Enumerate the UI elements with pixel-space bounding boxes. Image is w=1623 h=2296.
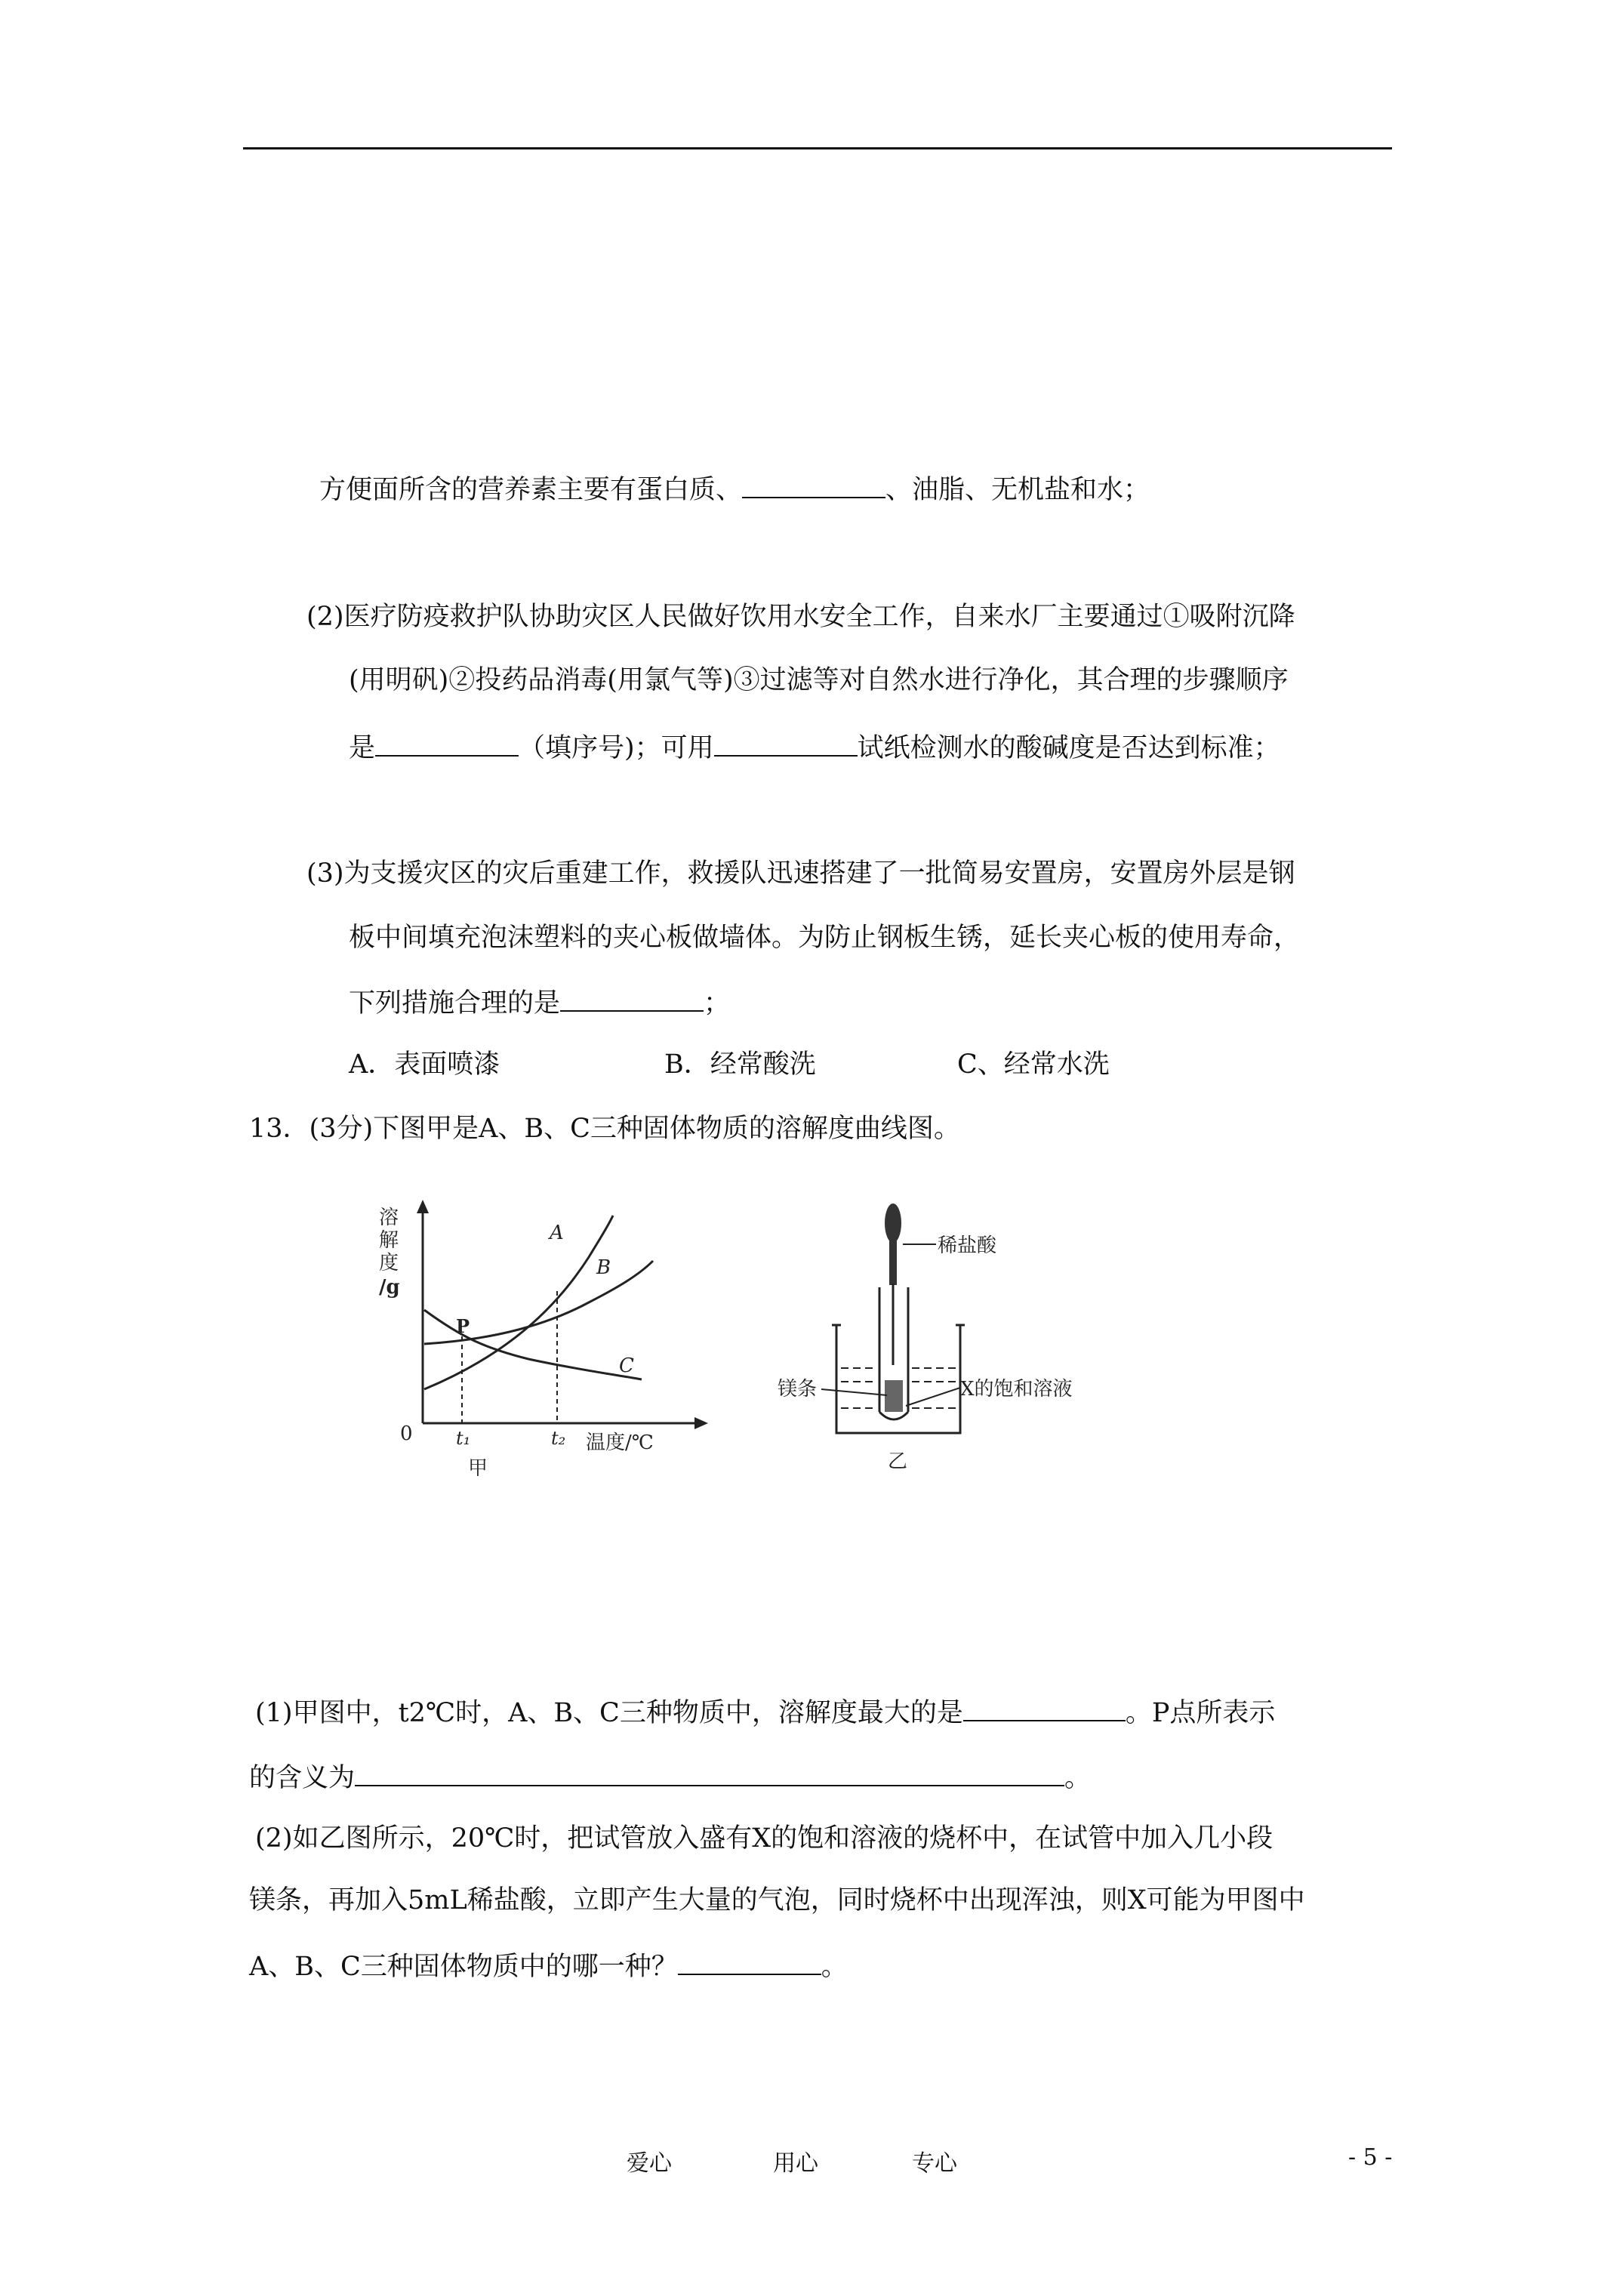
solution-label: X的饱和溶液 — [960, 1378, 1073, 1401]
option-b: B．经常酸洗 — [664, 1049, 816, 1080]
ylabel-4: /g — [379, 1276, 400, 1299]
q13-stem: 13．(3分)下图甲是A、B、C三种固体物质的溶解度曲线图。 — [249, 1114, 960, 1144]
curve-a-label: A — [550, 1222, 564, 1244]
header-rule — [243, 147, 1392, 149]
magnesium-pointer — [821, 1389, 887, 1395]
t1-label: t₁ — [456, 1428, 471, 1449]
origin-label: 0 — [400, 1422, 413, 1445]
magnesium-label: 镁条 — [778, 1378, 818, 1401]
answer-blank[interactable] — [560, 988, 704, 1012]
y-axis-arrow — [417, 1200, 429, 1213]
sub2-line2: 镁条，再加入5mL稀盐酸，立即产生大量的气泡，同时烧杯中出现浑浊，则X可能为甲图中 — [249, 1885, 1305, 1915]
option-a: A．表面喷漆 — [349, 1049, 500, 1080]
sub2-line3: A、B、C三种固体物质中的哪一种？ 。 — [249, 1952, 848, 1982]
ylabel-2: 解 — [379, 1229, 399, 1252]
t2-label: t₂ — [551, 1428, 566, 1449]
footer-zhuanxin: 专心 — [912, 2150, 957, 2177]
magnesium-ribbon — [885, 1380, 903, 1412]
beaker — [836, 1325, 960, 1433]
answer-blank[interactable] — [678, 1951, 821, 1975]
sub2-line1: (2)如乙图所示，20℃时，把试管放入盛有X的饱和溶液的烧杯中，在试管中加入几小段 — [255, 1823, 1273, 1854]
apparatus-figure — [762, 1193, 1125, 1480]
q2-line2: (用明矾)②投药品消毒(用氯气等)③过滤等对自然水进行净化，其合理的步骤顺序 — [349, 665, 1289, 695]
q2-line3: 是 （填序号)；可用 试纸检测水的酸碱度是否达到标准； — [349, 733, 1280, 763]
x-axis-arrow — [694, 1417, 708, 1429]
ylabel-1: 溶 — [379, 1207, 399, 1229]
test-tube-bottom — [879, 1412, 908, 1419]
answer-blank[interactable] — [714, 732, 858, 757]
sub1-line1: (1)甲图中，t2℃时，A、B、C三种物质中，溶解度最大的是 。P点所表示 — [255, 1698, 1276, 1728]
dropper-bulb — [885, 1203, 901, 1243]
solution-pointer — [906, 1388, 960, 1406]
footer-aixin: 爱心 — [627, 2150, 672, 2177]
option-c: C、经常水洗 — [957, 1049, 1110, 1080]
caption-yi: 乙 — [888, 1450, 908, 1473]
answer-blank[interactable] — [742, 474, 885, 498]
footer-yongxin: 用心 — [773, 2150, 818, 2177]
q3-line1: (3)为支援灾区的灾后重建工作，救援队迅速搭建了一批简易安置房，安置房外层是钢 — [306, 858, 1295, 889]
page-number: - 5 - — [1348, 2144, 1393, 2171]
ylabel-3: 度 — [379, 1252, 399, 1274]
caption-jia: 甲 — [468, 1457, 488, 1476]
q3-line3: 下列措施合理的是 ； — [349, 988, 731, 1019]
q3-line2: 板中间填充泡沫塑料的夹心板做墙体。为防止钢板生锈，延长夹心板的使用寿命， — [349, 923, 1301, 953]
dropper-neck — [889, 1240, 897, 1285]
acid-label: 稀盐酸 — [938, 1234, 997, 1257]
q2-line1: (2)医疗防疫救护队协助灾区人民做好饮用水安全工作，自来水厂主要通过①吸附沉降 — [306, 602, 1295, 632]
answer-blank[interactable] — [963, 1697, 1126, 1721]
solubility-figure — [362, 1197, 717, 1476]
nutrient-line: 方便面所含的营养素主要有蛋白质、 、油脂、无机盐和水； — [319, 475, 1150, 505]
sub1-line2: 的含义为 。 — [249, 1763, 1092, 1793]
curve-a — [424, 1216, 613, 1389]
x-axis-label: 温度/℃ — [586, 1432, 654, 1454]
curve-b-label: B — [596, 1256, 611, 1279]
answer-blank[interactable] — [375, 732, 519, 757]
curve-c-label: C — [619, 1354, 634, 1377]
point-p-label: P — [456, 1315, 470, 1337]
answer-blank[interactable] — [355, 1762, 1064, 1786]
